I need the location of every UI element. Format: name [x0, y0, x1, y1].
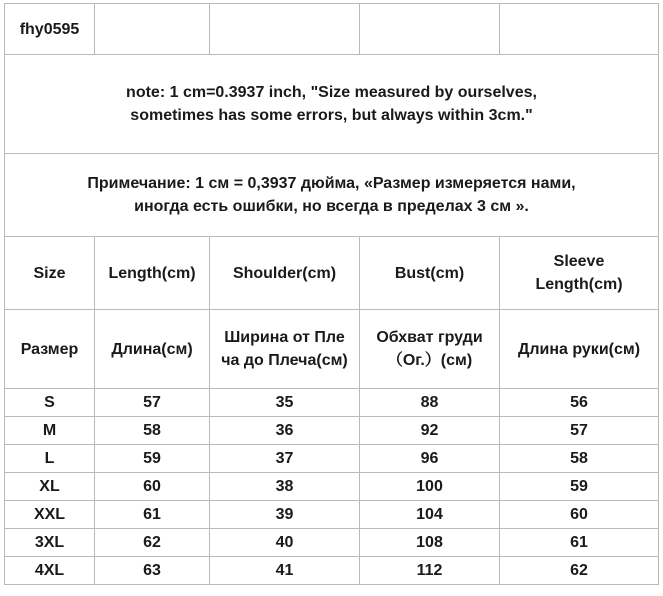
empty-cell — [360, 4, 500, 55]
header-ru-size: Размер — [5, 310, 95, 389]
shoulder-cell: 38 — [210, 473, 360, 501]
length-cell: 61 — [95, 501, 210, 529]
length-cell: 63 — [95, 557, 210, 585]
product-code: fhy0595 — [5, 4, 95, 55]
header-sleeve-line2: Length(cm) — [535, 276, 623, 293]
table-row — [5, 473, 659, 501]
bust-cell: 108 — [360, 529, 500, 557]
header-ru-shoulder-line1: Ширина от Пле — [224, 329, 345, 346]
size-cell: 3XL — [5, 529, 95, 557]
length-cell: 58 — [95, 417, 210, 445]
empty-cell — [500, 4, 659, 55]
size-cell: M — [5, 417, 95, 445]
header-shoulder: Shoulder(cm) — [210, 237, 360, 310]
shoulder-cell: 41 — [210, 557, 360, 585]
table-row — [5, 529, 659, 557]
header-ru-shoulder-line2: ча до Плеча(см) — [221, 352, 348, 369]
empty-cell — [210, 4, 360, 55]
note-ru-line1: Примечание: 1 см = 0,3937 дюйма, «Размер измеряется нами, — [87, 175, 576, 192]
shoulder-cell: 37 — [210, 445, 360, 473]
header-ru-bust-line1: Обхват груди — [376, 329, 483, 346]
header-ru-bust — [360, 310, 500, 389]
note-en-row — [5, 55, 659, 154]
note-ru — [5, 154, 659, 237]
header-ru-bust-line2: （Ог.）(см) — [386, 352, 473, 369]
table-row — [5, 501, 659, 529]
bust-cell: 100 — [360, 473, 500, 501]
sleeve-cell: 58 — [500, 445, 659, 473]
header-ru-sleeve: Длина руки(см) — [500, 310, 659, 389]
header-bust: Bust(cm) — [360, 237, 500, 310]
length-cell: 62 — [95, 529, 210, 557]
header-size: Size — [5, 237, 95, 310]
sleeve-cell: 59 — [500, 473, 659, 501]
table-row — [5, 445, 659, 473]
size-chart-table — [4, 3, 659, 585]
header-ru-row — [5, 310, 659, 389]
table-row — [5, 417, 659, 445]
length-cell: 59 — [95, 445, 210, 473]
note-en — [5, 55, 659, 154]
header-length: Length(cm) — [95, 237, 210, 310]
size-cell: XXL — [5, 501, 95, 529]
product-code-row — [5, 4, 659, 55]
size-cell: XL — [5, 473, 95, 501]
sleeve-cell: 60 — [500, 501, 659, 529]
shoulder-cell: 40 — [210, 529, 360, 557]
note-en-line2: sometimes has some errors, but always within 3cm." — [130, 107, 533, 124]
size-cell: S — [5, 389, 95, 417]
bust-cell: 92 — [360, 417, 500, 445]
note-en-line1: note: 1 cm=0.3937 inch, "Size measured by ourselves, — [126, 84, 537, 101]
note-ru-line2: иногда есть ошибки, но всегда в пределах 3 см ». — [134, 198, 529, 215]
bust-cell: 88 — [360, 389, 500, 417]
shoulder-cell: 36 — [210, 417, 360, 445]
header-sleeve — [500, 237, 659, 310]
note-ru-row — [5, 154, 659, 237]
length-cell: 57 — [95, 389, 210, 417]
table-row — [5, 389, 659, 417]
header-ru-length: Длина(см) — [95, 310, 210, 389]
header-sleeve-line1: Sleeve — [553, 253, 605, 270]
table-row — [5, 557, 659, 585]
empty-cell — [95, 4, 210, 55]
size-cell: 4XL — [5, 557, 95, 585]
shoulder-cell: 39 — [210, 501, 360, 529]
sleeve-cell: 57 — [500, 417, 659, 445]
header-ru-shoulder — [210, 310, 360, 389]
size-cell: L — [5, 445, 95, 473]
sleeve-cell: 56 — [500, 389, 659, 417]
bust-cell: 104 — [360, 501, 500, 529]
shoulder-cell: 35 — [210, 389, 360, 417]
sleeve-cell: 61 — [500, 529, 659, 557]
length-cell: 60 — [95, 473, 210, 501]
bust-cell: 112 — [360, 557, 500, 585]
header-en-row — [5, 237, 659, 310]
bust-cell: 96 — [360, 445, 500, 473]
sleeve-cell: 62 — [500, 557, 659, 585]
